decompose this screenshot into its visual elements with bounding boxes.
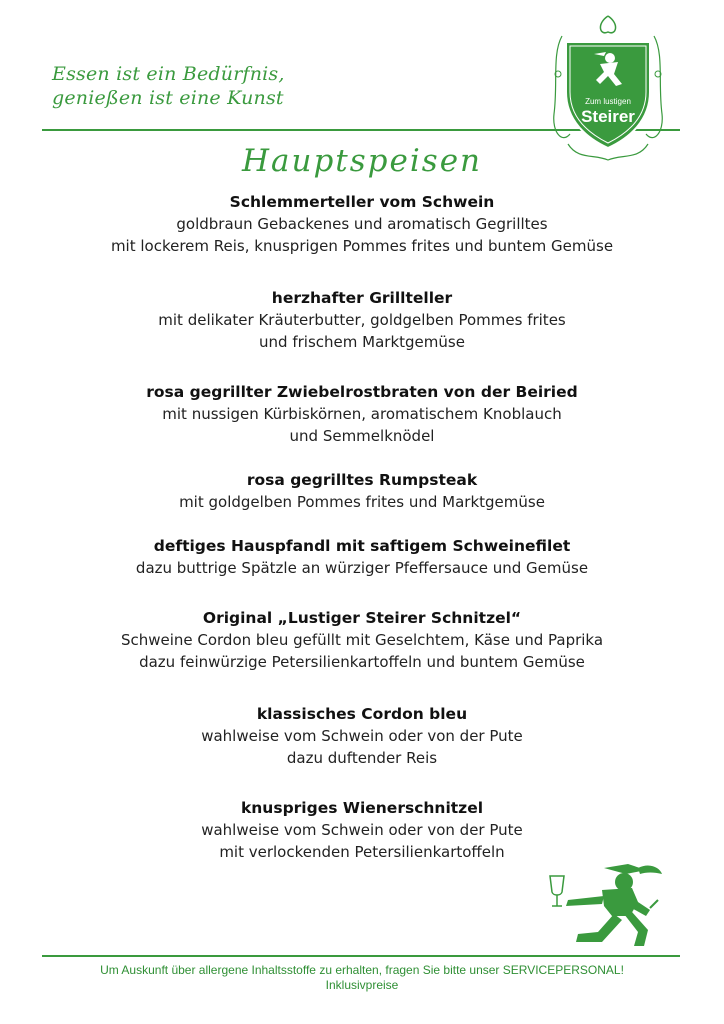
dish-item [0,381,724,447]
dish-item [0,469,724,513]
slogan-line-2: genießen ist eine Kunst [52,87,284,109]
logo-line-2: Steirer [581,107,635,126]
wine-glass-icon [550,876,564,906]
dish-description: mit delikater Kräuterbutter, goldgelben Pommes frites [158,311,566,329]
dish-name: Schlemmerteller vom Schwein [229,193,495,211]
dish-item [0,535,724,579]
footer-divider [42,955,680,957]
dish-description: mit nussigen Kürbiskörnen, aromatischem Knoblauch [162,405,562,423]
footer [0,963,724,993]
dish-item [0,607,724,673]
dish-name: Original „Lustiger Steirer Schnitzel“ [202,609,522,627]
dish-description: dazu duftender Reis [286,749,438,767]
dish-description: und frischem Marktgemüse [259,333,465,351]
slogan [52,62,352,110]
dish-name: rosa gegrillter Zwiebelrostbraten von der Beiried [146,383,578,401]
section-heading: Hauptspeisen [241,143,483,179]
dish-description: dazu buttrige Spätzle an würziger Pfeffersauce und Gemüse [135,559,589,577]
dish-description: Schweine Cordon bleu gefüllt mit Geselchtem, Käse und Paprika [120,631,604,649]
dish-description: wahlweise vom Schwein oder von der Pute [201,821,523,839]
dish-description: und Semmelknödel [289,427,435,445]
dish-name: klassisches Cordon bleu [256,705,468,723]
allergen-note: Um Auskunft über allergene Inhaltsstoffe zu erhalten, fragen Sie bitte unser SERVICEPERSONAL! [100,963,624,977]
dish-item [0,797,724,863]
dish-item [0,287,724,353]
restaurant-logo-crest-icon [548,14,668,162]
dish-name: rosa gegrilltes Rumpsteak [246,471,478,489]
dish-description: goldbraun Gebackenes und aromatisch Gegrilltes [176,215,548,233]
dish-description: wahlweise vom Schwein oder von der Pute [201,727,523,745]
dish-description: mit verlockenden Petersilienkartoffeln [219,843,505,861]
dish-description: dazu feinwürzige Petersilienkartoffeln und buntem Gemüse [139,653,585,671]
dish-item [0,191,724,257]
waiter-figure-icon [542,862,674,948]
dish-name: knuspriges Wienerschnitzel [240,799,484,817]
dish-description: mit lockerem Reis, knusprigen Pommes frites und buntem Gemüse [110,237,614,255]
slogan-line-1: Essen ist ein Bedürfnis, [52,63,285,85]
dish-description: mit goldgelben Pommes frites und Marktgemüse [179,493,545,511]
logo-line-1: Zum lustigen [585,97,631,106]
dish-name: deftiges Hauspfandl mit saftigem Schweinefilet [153,537,571,555]
dish-name: herzhafter Grillteller [271,289,453,307]
price-note: Inklusivpreise [325,978,399,992]
dish-item [0,703,724,769]
